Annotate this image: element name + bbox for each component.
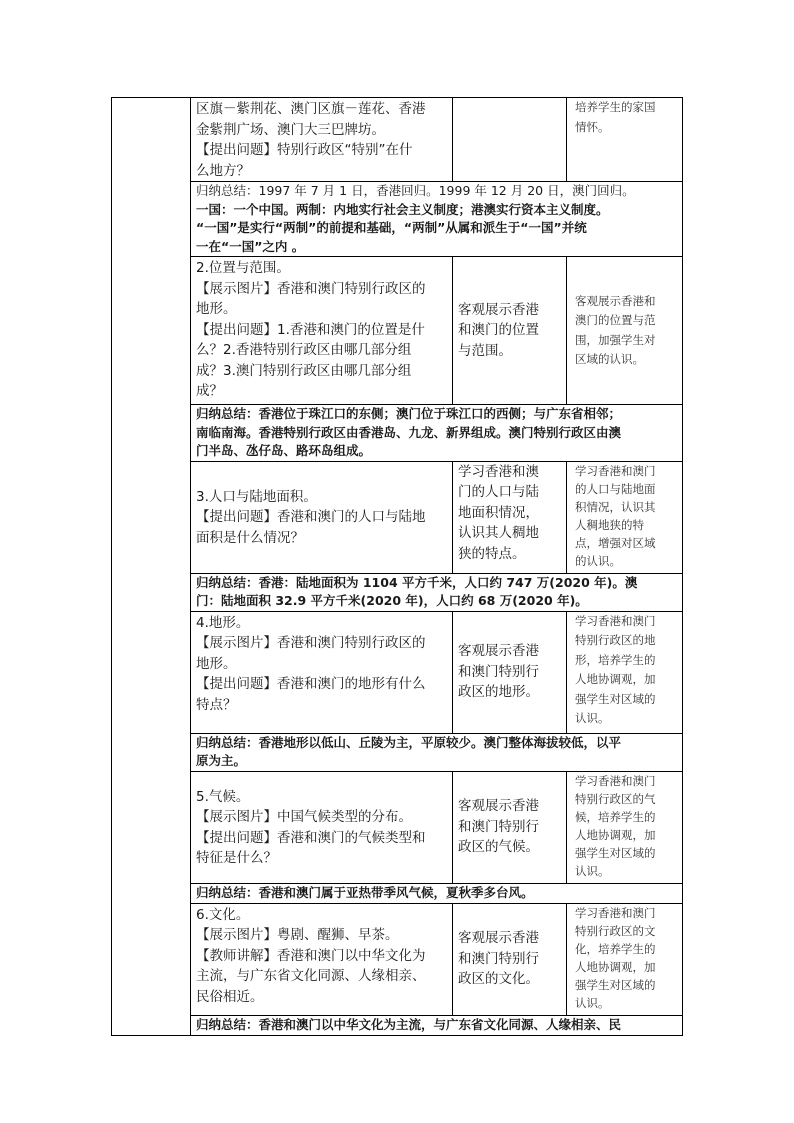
summary-line: 归纳总结：1997 年 7 月 1 日，香港回归。1999 年 12 月 20 日，澳门回归。 (196, 183, 635, 198)
table-row (112, 903, 683, 1015)
content-line: 【展示图片】香港和澳门特别行政区的 (196, 635, 426, 651)
teaching-content-cell (191, 461, 453, 573)
activity-line: 和澳门特别行 (458, 663, 539, 680)
intent-line: 化，培养学生的 (575, 941, 656, 956)
intent-line: 认识。 (575, 995, 610, 1010)
table-row (112, 573, 683, 611)
content-line: 主流，与广东省文化同源、人缘相亲、 (196, 968, 426, 984)
intent-line: 围，加强学生对 (575, 332, 656, 347)
intent-line: 形，培养学生的 (575, 652, 656, 667)
intent-line: 学习香港和澳门 (575, 905, 656, 920)
table-row (112, 405, 683, 462)
summary-line: 门：陆地面积 32.9 平方千米(2020 年)，人口约 68 万(2020 年)。 (196, 593, 588, 608)
summary-line: 原为主。 (196, 753, 247, 768)
intent-line: 的人口与陆地面 (575, 481, 656, 496)
intent-line: 积情况，认识其 (575, 499, 656, 514)
content-line: 2.位置与范围。 (196, 260, 290, 276)
design-intent-cell (567, 257, 683, 405)
student-activity-cell (453, 903, 567, 1015)
content-line: 【提出问题】特别行政区“特别”在什 (196, 142, 413, 158)
activity-line: 客观展示香港 (458, 798, 539, 815)
intent-line: 学习香港和澳门 (575, 773, 656, 788)
content-line: 特点？ (196, 696, 237, 713)
table-row (112, 257, 683, 405)
content-line: 4.地形。 (196, 614, 250, 631)
content-line: 金紫荆广场、澳门大三巴牌坊。 (196, 121, 385, 138)
summary-line: 一在“一国”之内 。 (196, 238, 305, 254)
student-activity-cell (453, 98, 567, 182)
activity-line: 政区的地形。 (458, 684, 539, 701)
content-line: 么地方？ (196, 162, 250, 179)
summary-line: 归纳总结：香港位于珠江口的东侧；澳门位于珠江口的西侧；与广东省相邻； (196, 406, 622, 421)
activity-line: 和澳门的位置 (458, 322, 539, 339)
intent-line: 特别行政区的地 (575, 633, 656, 647)
intent-line: 的认识。 (575, 553, 621, 568)
intent-line: 学习香港和澳门 (575, 613, 656, 628)
activity-line: 客观展示香港 (458, 930, 539, 947)
content-line: 【提出问题】香港和澳门的人口与陆地 (196, 509, 426, 526)
teaching-content-cell (191, 98, 453, 182)
teaching-content-cell (191, 903, 453, 1015)
content-line: 地形。 (196, 655, 237, 672)
teaching-content-cell (191, 257, 453, 405)
content-line: 【提出问题】香港和澳门的气候类型和 (196, 829, 426, 846)
table-row (112, 883, 683, 903)
intent-line: 特别行政区的气 (575, 791, 656, 806)
table-row (112, 1015, 683, 1035)
intent-line: 学习香港和澳门 (575, 463, 656, 478)
summary-cell (191, 733, 683, 771)
table-row (112, 771, 683, 883)
student-activity-cell (453, 461, 567, 573)
activity-line: 客观展示香港 (458, 301, 539, 318)
content-line: 面积是什么情况？ (196, 529, 304, 546)
summary-line: 归纳总结：香港地形以低山、丘陵为主，平原较少。澳门整体海拔较低，以平 (196, 734, 622, 750)
content-line: 区旗－紫荆花、澳门区旗－莲花、香港 (196, 101, 426, 117)
activity-line: 认识其人稠地 (458, 525, 539, 541)
summary-cell (191, 573, 683, 611)
content-line: 【提出问题】香港和澳门的地形有什么 (196, 676, 426, 692)
activity-line: 政区的气候。 (458, 839, 539, 856)
content-line: 3.人口与陆地面积。 (196, 488, 317, 505)
intent-line: 认识。 (575, 711, 610, 725)
summary-line: 归纳总结：香港和澳门以中华文化为主流，与广东省文化同源、人缘相亲、民 (196, 1016, 622, 1032)
content-line: 成？3.澳门特别行政区由哪几部分组 (196, 362, 412, 379)
content-line: 6.文化。 (196, 906, 250, 923)
table-row (112, 461, 683, 573)
content-line: 【展示图片】粤剧、醒狮、早茶。 (196, 927, 399, 943)
summary-line: 一国：一个中国。两制：内地实行社会主义制度；港澳实行资本主义制度。 (196, 201, 609, 217)
lesson-plan-table (111, 97, 683, 1036)
summary-line: 归纳总结：香港和澳门属于亚热带季风气候，夏秋季多台风。 (196, 884, 534, 900)
summary-cell (191, 1015, 683, 1035)
intent-line: 人稠地狭的特 (575, 517, 644, 532)
summary-cell (191, 182, 683, 257)
summary-cell (191, 883, 683, 903)
table-row (112, 611, 683, 733)
intent-line: 澳门的位置与范 (575, 313, 656, 327)
content-line: 地形。 (196, 301, 237, 317)
content-line: 【提出问题】1.香港和澳门的位置是什 (196, 321, 425, 338)
activity-line: 狭的特点。 (458, 545, 526, 562)
intent-line: 培养学生的家国 (575, 100, 656, 114)
activity-line: 门的人口与陆 (458, 484, 539, 500)
activity-line: 学习香港和澳 (458, 463, 539, 480)
design-intent-cell (567, 903, 683, 1015)
intent-line: 候，培养学生的 (575, 809, 656, 824)
teaching-content-cell (191, 611, 453, 733)
intent-line: 人地协调观，加 (575, 672, 656, 686)
activity-line: 和澳门特别行 (458, 818, 539, 835)
content-line: 么？2.香港特别行政区由哪几部分组 (196, 342, 412, 358)
activity-line: 政区的文化。 (458, 971, 539, 988)
content-line: 【展示图片】香港和澳门特别行政区的 (196, 280, 426, 297)
blank-first-column (112, 98, 191, 1036)
intent-line: 情怀。 (575, 119, 610, 134)
summary-line: “一国”是实行“两制”的前提和基础，“两制”从属和派生于“一国”并统 (196, 220, 587, 235)
design-intent-cell (567, 771, 683, 883)
intent-line: 客观展示香港和 (575, 293, 656, 308)
intent-line: 点，增强对区域 (575, 535, 656, 550)
table-row (112, 182, 683, 257)
intent-line: 强学生对区域的 (575, 691, 656, 706)
intent-line: 强学生对区域的 (575, 977, 656, 992)
content-line: 民俗相近。 (196, 988, 264, 1005)
teaching-content-cell (191, 771, 453, 883)
student-activity-cell (453, 257, 567, 405)
student-activity-cell (453, 611, 567, 733)
design-intent-cell (567, 98, 683, 182)
intent-line: 人地协调观，加 (575, 959, 656, 974)
student-activity-cell (453, 771, 567, 883)
intent-line: 特别行政区的文 (575, 923, 656, 938)
summary-line: 归纳总结：香港：陆地面积为 1104 平方千米，人口约 747 万(2020 年)。澳 (196, 574, 638, 590)
intent-line: 人地协调观，加 (575, 827, 656, 842)
summary-line: 门半岛、氹仔岛、路环岛组成。 (196, 443, 372, 458)
activity-line: 与范围。 (458, 342, 512, 359)
table-row (112, 733, 683, 771)
content-line: 5.气候。 (196, 788, 250, 805)
activity-line: 客观展示香港 (458, 643, 539, 660)
intent-line: 区域的认识。 (575, 352, 644, 366)
activity-line: 地面积情况， (458, 504, 539, 521)
design-intent-cell (567, 611, 683, 733)
summary-cell (191, 405, 683, 462)
content-line: 成？ (196, 383, 223, 399)
content-line: 【展示图片】中国气候类型的分布。 (196, 809, 412, 825)
table-row (112, 98, 683, 182)
content-line: 【教师讲解】香港和澳门以中华文化为 (196, 947, 426, 964)
content-line: 特征是什么？ (196, 850, 277, 866)
design-intent-cell (567, 461, 683, 573)
activity-line: 和澳门特别行 (458, 950, 539, 967)
intent-line: 强学生对区域的 (575, 845, 656, 860)
intent-line: 认识。 (575, 863, 610, 878)
summary-line: 南临南海。香港特别行政区由香港岛、九龙、新界组成。澳门特别行政区由澳 (196, 424, 622, 440)
